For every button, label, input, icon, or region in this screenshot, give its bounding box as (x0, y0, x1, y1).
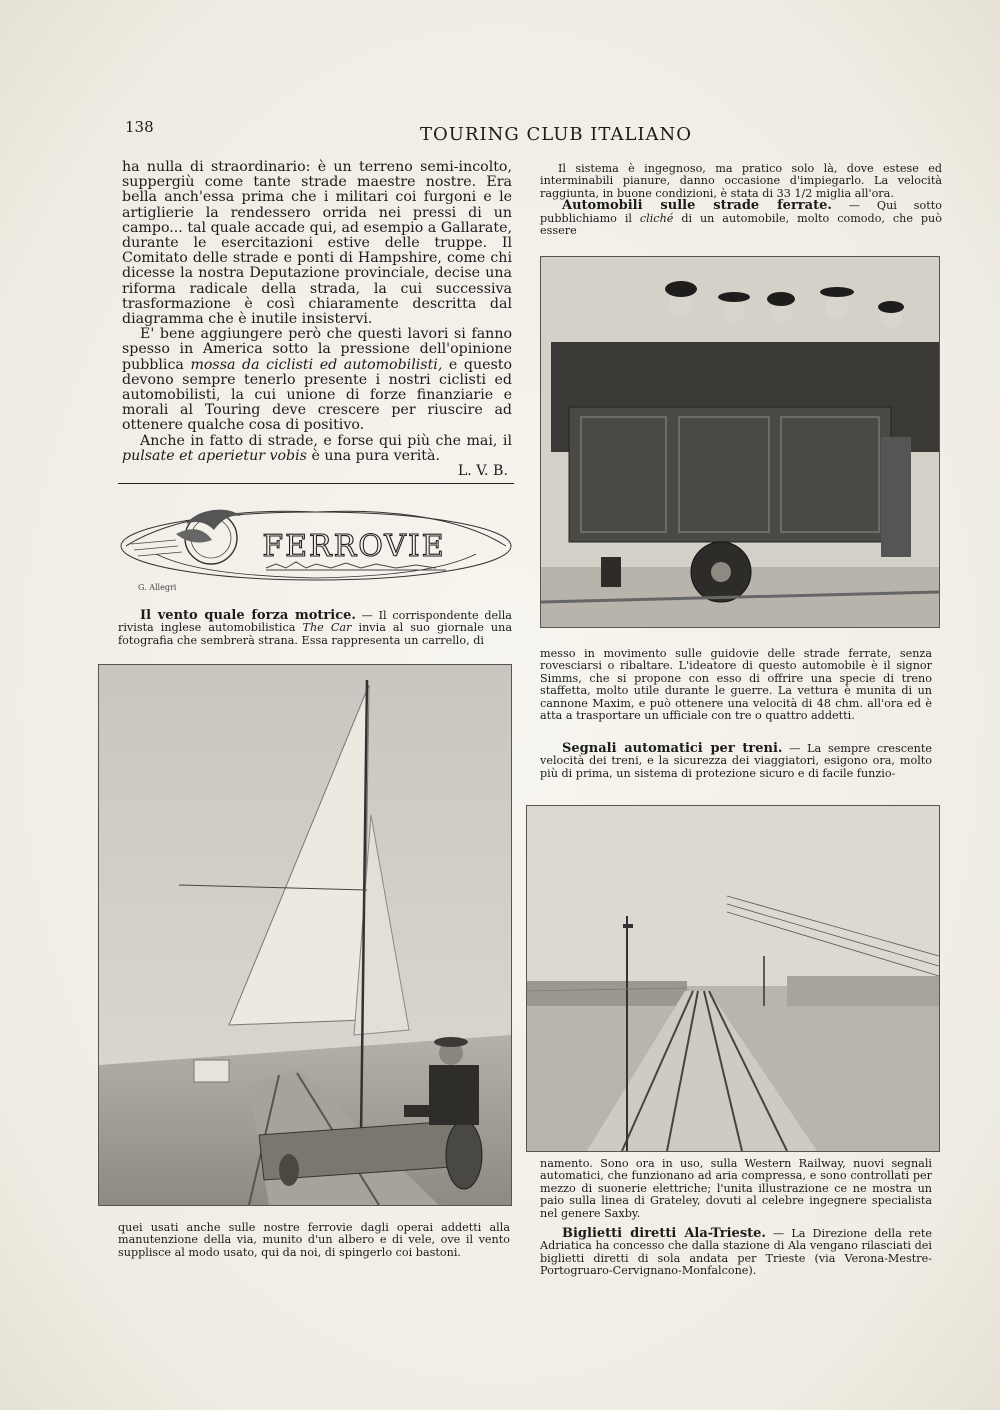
article-segnali-intro (540, 743, 932, 780)
running-title: TOURING CLUB ITALIANO (420, 124, 693, 145)
paragraph: Il sistema è ingegnoso, ma pratico solo là, dove estese ed interminabili pianure, danno occasione d'impiegarlo. La velocità raggiunta, in buone condizioni, è stata di 33 1/2 miglia all'ora. (540, 162, 942, 200)
photo-rail-automobile (540, 256, 940, 628)
article-segnali-continuation (540, 1158, 932, 1220)
article-heading: Il vento quale forza motrice. (140, 608, 356, 623)
author-signature: L. V. B. (457, 463, 508, 480)
article-wind-continuation (118, 1222, 510, 1259)
article-automobili-continuation (540, 648, 932, 722)
paragraph: Anche in fatto di strade, e forse qui più che mai, il pulsate et aperietur vobis è una pura verità. (122, 432, 512, 464)
article-biglietti (540, 1228, 932, 1278)
paragraph: namento. Sono ora in uso, sulla Western Railway, nuovi segnali automatici, che funzionano ad aria compressa, e sono controllati per mezzo di suonerie elettriche; l'unita illustrazione ce ne mostra un paio sulla linea di Grateley, dovuti al celebre ingegnere specialista nel genere Saxby. (540, 1157, 932, 1220)
page-number: 138 (125, 118, 154, 136)
article-automobili-intro (540, 163, 942, 237)
article-heading: Segnali automatici per treni. (562, 741, 783, 756)
paragraph: messo in movimento sulle guidovie delle strade ferrate, senza rovesciarsi o ribaltare. L'ideatore di questo automobile è il signor Simms, che si propone con esso di offrire una specie di treno staffetta, molto utile durante le guerre. La vettura è munita di un cannone Maxim, e può ottenere una velocità di 48 chm. all'ora ed è atta a trasportare un ufficiale con tre o quattro addetti. (540, 647, 932, 723)
paragraph: Segnali automatici per treni. — La sempre crescente velocità dei treni, e la sicurezza dei viaggiatori, esigono ora, molto più di prima, un sistema di protezione sicuro e di facile funzio- (540, 741, 933, 780)
left-column-text (122, 160, 512, 479)
paragraph: Il vento quale forza motrice. — Il corrispondente della rivista inglese automobilistica The Car invia al suo giornale una fotografia che sembrerà strana. Essa rappresenta un carrello, di (118, 608, 512, 647)
photo-sail-trolley (98, 664, 512, 1206)
photo-railway-signals (526, 805, 940, 1152)
article-heading: Automobili sulle strade ferrate. (562, 198, 832, 214)
paragraph: ha nulla di straordinario: è un terreno semi-incolto, suppergiù come tante strade maestre nostre. Era bella anch'essa prima che i militari coi furgoni e le artiglierie la rendessero orrida nei pressi di un campo... tal quale accade qui, ad esempio a Gallarate, durante le esercitazioni estive delle truppe. Il Comitato delle strade e ponti di Hampshire, come chi dicesse la nostra Deputazione provinciale, decise una riforma radicale della strada, la cui successiva trasformazione è così chiaramente descritta dal diagramma che è inutile insistervi. (122, 159, 512, 328)
paragraph: E' bene aggiungere però che questi lavori si fanno spesso in America sotto la pressione dell'opinione pubblica mossa da ciclisti ed automobilisti, e questo devono sempre tenerlo presente i nostri ciclisti ed automobilisti, la cui unione di forze finanziarie e morali al Touring deve crescere per riuscire ad ottenere qualche cosa di positivo. (122, 326, 512, 434)
paragraph: Biglietti diretti Ala-Trieste. — La Direzione della rete Adriatica ha concesso che dalla stazione di Ala vengano rilasciati dei biglietti diretti di sola andata per Trieste (via Verona-Mestre-Portogruaro-Cervignano-Monfalcone). (540, 1226, 932, 1278)
article-heading: Biglietti diretti Ala-Trieste. (562, 1226, 766, 1241)
article-wind-intro (118, 610, 512, 647)
section-banner (116, 494, 516, 594)
banner-title: FERROVIE (262, 529, 446, 564)
artist-signature: G. Allegri (138, 583, 177, 592)
section-divider (118, 483, 514, 484)
paragraph: quei usati anche sulle nostre ferrovie dagli operai addetti alla manutenzione della via, munito d'un albero e di vele, ove il vento supplisce al modo usato, qui da noi, di spingerlo coi bastoni. (118, 1221, 510, 1259)
banner-illustration-icon (116, 494, 516, 594)
paragraph: Automobili sulle strade ferrate. — Qui sotto pubblichiamo il cliché di un automobile, molto comodo, che può essere (540, 198, 942, 238)
